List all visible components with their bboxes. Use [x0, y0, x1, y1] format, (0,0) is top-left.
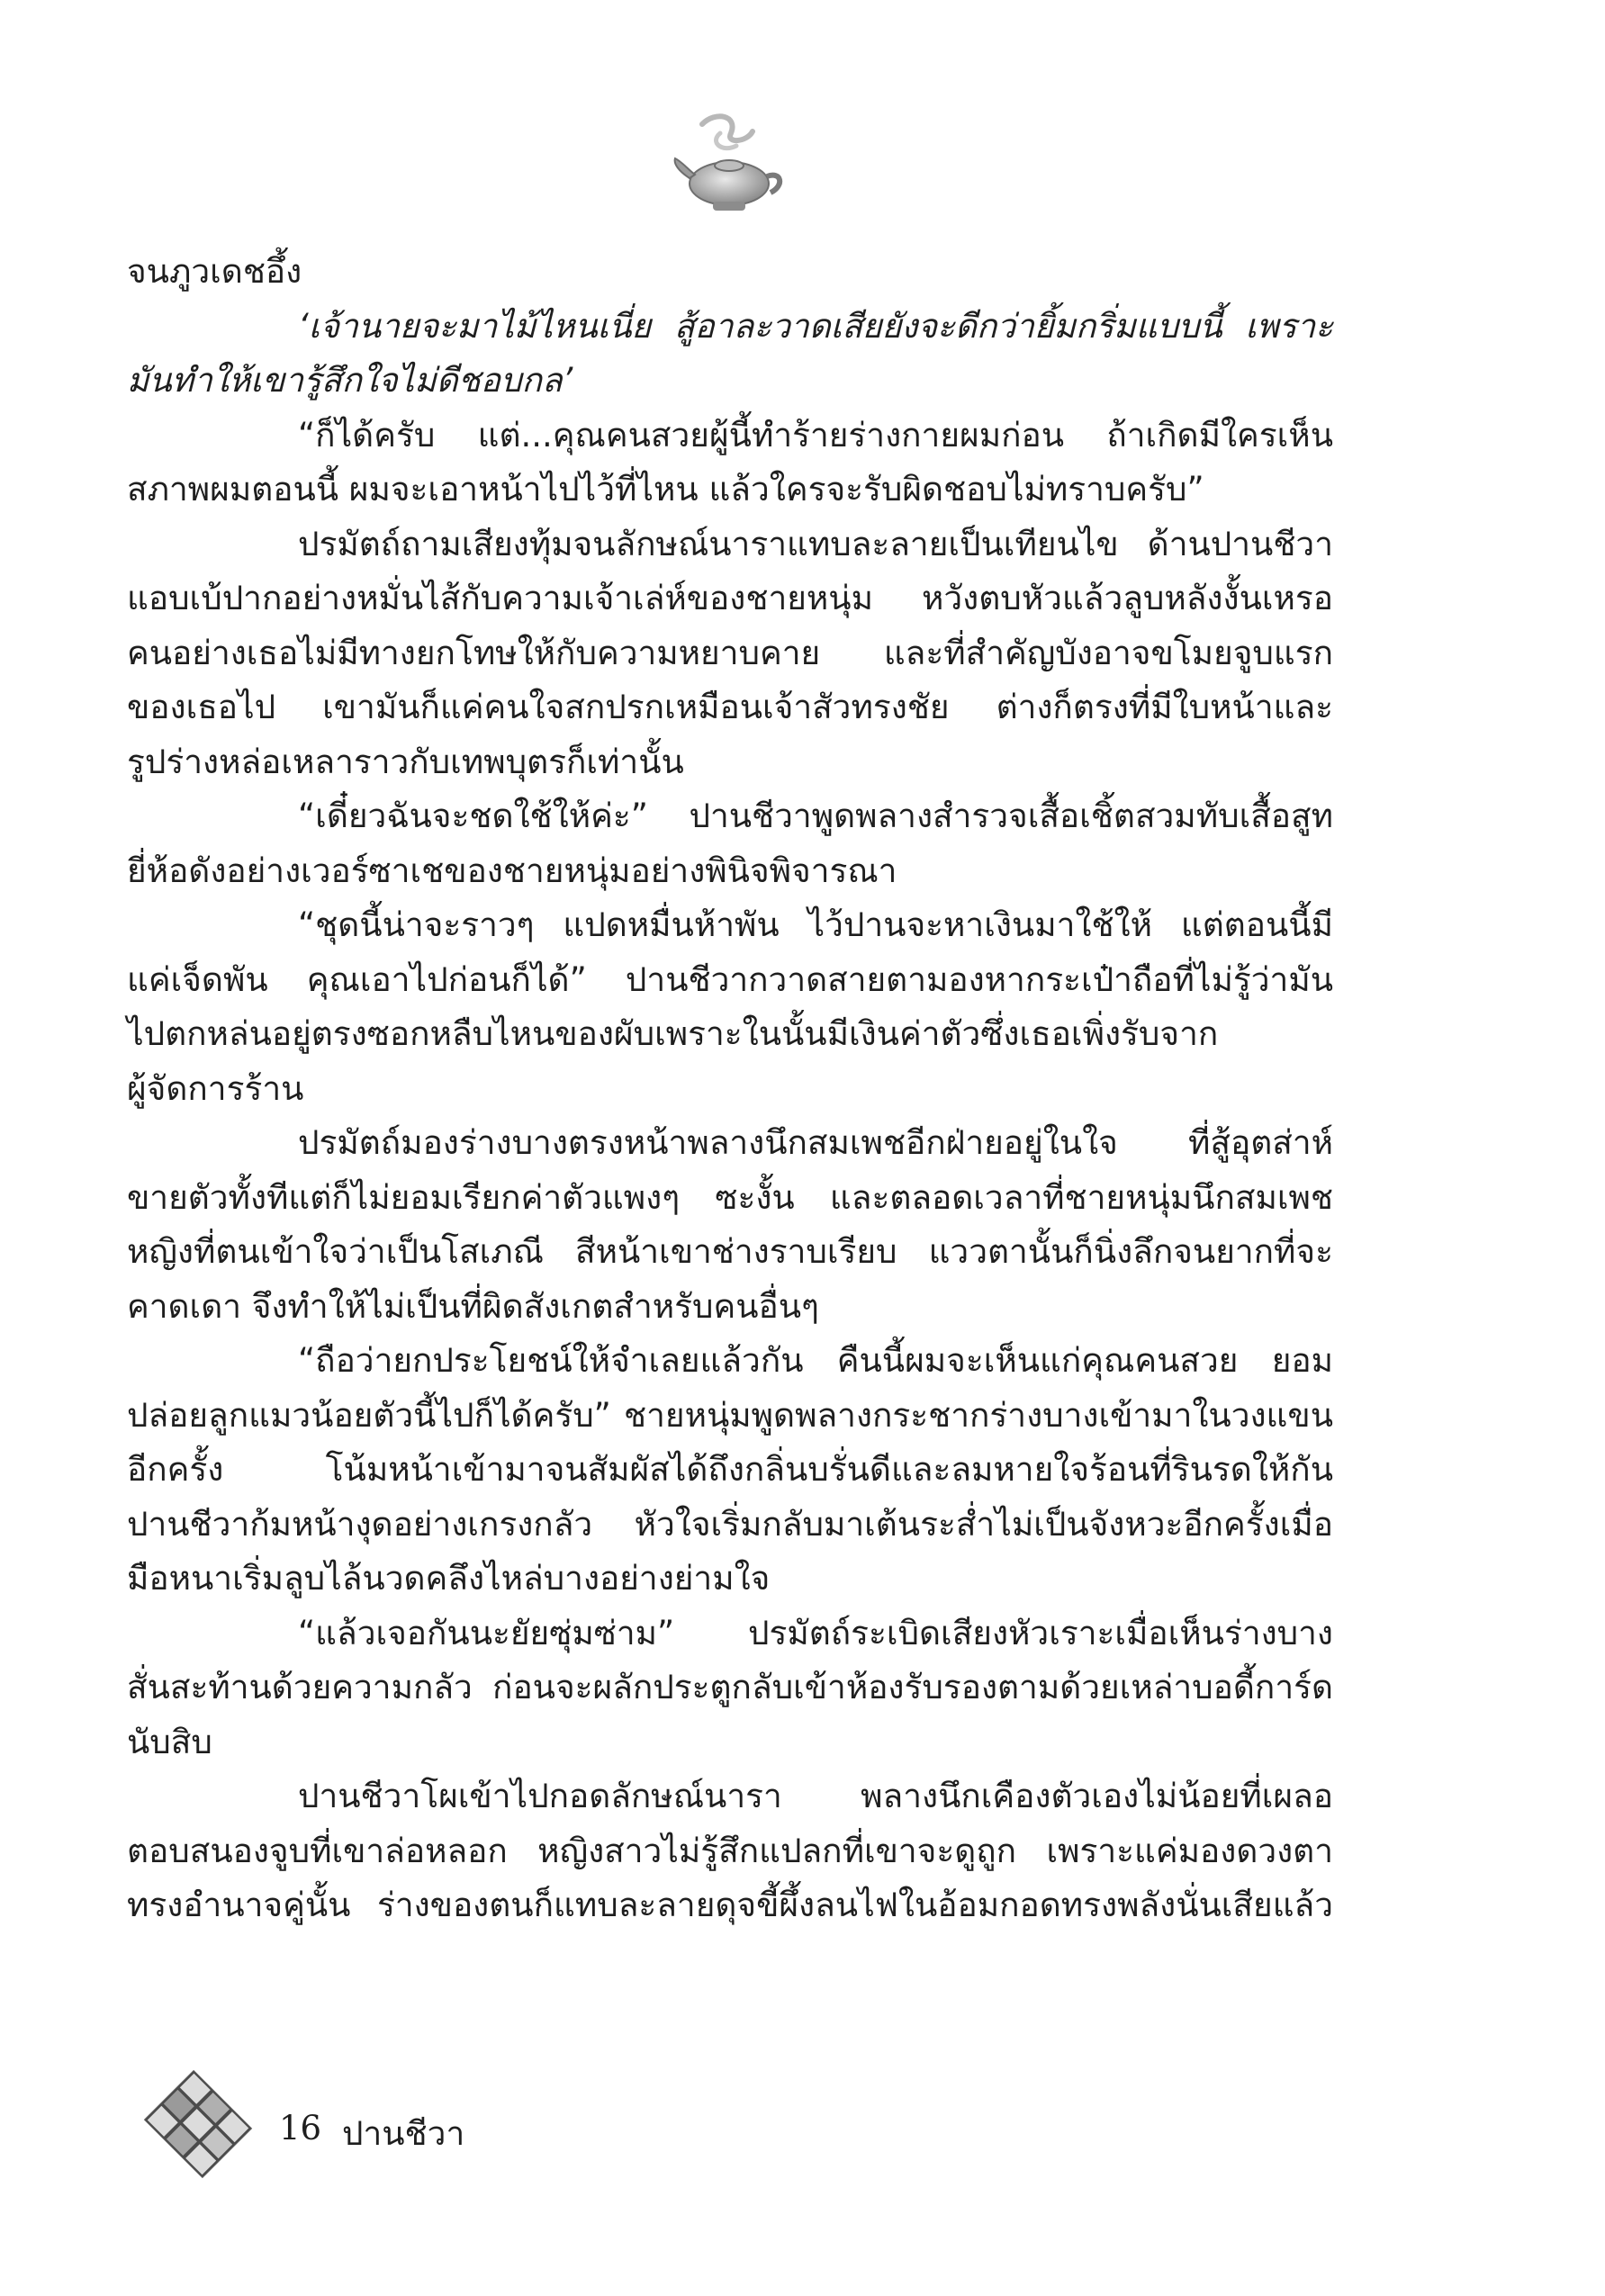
text-line: สั่นสะท้านด้วยความกลัว ก่อนจะผลักประตูกลับเข้าห้องรับรองตามด้วยเหล่าบอดี้การ์ด	[127, 1668, 1333, 1706]
text-line: “แล้วเจอกันนะยัยซุ่มซ่าม” ปรมัตถ์ระเบิดเสียงหัวเราะเมื่อเห็นร่างบาง	[298, 1613, 1333, 1652]
text-line: ของเธอไป เขามันก็แค่คนใจสกปรกเหมือนเจ้าสัวทรงชัย ต่างก็ตรงที่มีใบหน้าและ	[127, 688, 1333, 726]
text-line: “ถือว่ายกประโยชน์ให้จำเลยแล้วกัน คืนนี้ผมจะเห็นแก่คุณคนสวย ยอม	[298, 1341, 1333, 1380]
text-line: แอบเบ้ปากอย่างหมั่นไส้กับความเจ้าเล่ห์ของชายหนุ่ม หวังตบหัวแล้วลูบหลังงั้นเหรอ	[127, 579, 1333, 617]
text-line: มันทำให้เขารู้สึกใจไม่ดีชอบกล’	[127, 361, 573, 400]
teapot-steam-icon	[666, 106, 792, 223]
page-number: 16	[279, 2109, 322, 2147]
text-line: ปรมัตถ์มองร่างบางตรงหน้าพลางนึกสมเพชอีกฝ่ายอยู่ในใจ ที่สู้อุตส่าห์	[298, 1123, 1333, 1162]
text-line: แค่เจ็ดพัน คุณเอาไปก่อนก็ได้” ปานชีวากวาดสายตามองหากระเป๋าถือที่ไม่รู้ว่ามัน	[127, 959, 1333, 999]
text-line: ตอบสนองจูบที่เขาล่อหลอก หญิงสาวไม่รู้สึกแปลกที่เขาจะดูถูก เพราะแค่มองดวงตา	[127, 1831, 1333, 1870]
rubiks-cube-icon	[135, 2066, 261, 2183]
text-line: ปล่อยลูกแมวน้อยตัวนี้ไปก็ได้ครับ” ชายหนุ่มพูดพลางกระชากร่างบางเข้ามาในวงแขน	[127, 1395, 1333, 1435]
text-line: “ชุดนี้น่าจะราวๆ แปดหมื่นห้าพัน ไว้ปานจะหาเงินมาใช้ให้ แต่ตอนนี้มี	[298, 905, 1333, 944]
text-line: “ก็ได้ครับ แต่...คุณคนสวยผู้นี้ทำร้ายร่างกายผมก่อน ถ้าเกิดมีใครเห็น	[298, 415, 1333, 455]
text-line: คาดเดา จึงทำให้ไม่เป็นที่ผิดสังเกตสำหรับคนอื่นๆ	[127, 1286, 819, 1326]
text-line: ปานชีวาโผเข้าไปกอดลักษณ์นารา พลางนึกเคืองตัวเองไม่น้อยที่เผลอ	[298, 1777, 1333, 1815]
text-line: ไปตกหล่นอยู่ตรงซอกหลืบไหนของผับเพราะในนั้นมีเงินค่าตัวซึ่งเธอเพิ่งรับจาก	[127, 1014, 1219, 1053]
text-line: ขายตัวทั้งทีแต่ก็ไม่ยอมเรียกค่าตัวแพงๆ ซะงั้น และตลอดเวลาที่ชายหนุ่มนึกสมเพช	[127, 1177, 1333, 1217]
text-line: ‘เจ้านายจะมาไม้ไหนเนี่ย สู้อาละวาดเสียยังจะดีกว่ายิ้มกริ่มแบบนี้ เพราะ	[298, 306, 1333, 346]
text-line: ปานชีวาก้มหน้างุดอย่างเกรงกลัว หัวใจเริ่มกลับมาเต้นระส่ำไม่เป็นจังหวะอีกครั้งเมื่อ	[127, 1504, 1333, 1544]
text-line: หญิงที่ตนเข้าใจว่าเป็นโสเภณี สีหน้าเขาช่างราบเรียบ แววตานั้นก็นิ่งลึกจนยากที่จะ	[127, 1232, 1333, 1271]
text-line: “เดี๋ยวฉันจะชดใช้ให้ค่ะ” ปานชีวาพูดพลางสำรวจเสื้อเชิ้ตสวมทับเสื้อสูท	[298, 797, 1333, 835]
text-line: สภาพผมตอนนี้ ผมจะเอาหน้าไปไว้ที่ไหน แล้วใครจะรับผิดชอบไม่ทราบครับ”	[127, 470, 1204, 509]
text-line: ยี่ห้อดังอย่างเวอร์ซาเชของชายหนุ่มอย่างพินิจพิจารณา	[127, 851, 897, 890]
body-text	[127, 245, 1333, 1933]
text-line: อีกครั้ง โน้มหน้าเข้ามาจนสัมผัสได้ถึงกลิ่นบรั่นดีและลมหายใจร้อนที่รินรดให้กัน	[127, 1450, 1333, 1489]
page-footer	[135, 2066, 675, 2183]
text-line: ผู้จัดการร้าน	[127, 1068, 304, 1108]
text-line: มือหนาเริ่มลูบไล้นวดคลึงไหล่บางอย่างย่ามใจ	[127, 1559, 771, 1598]
text-line: รูปร่างหล่อเหลาราวกับเทพบุตรก็เท่านั้น	[127, 742, 684, 781]
text-line: จนภูวเดชอึ้ง	[127, 252, 302, 291]
text-line: ปรมัตถ์ถามเสียงทุ้มจนลักษณ์นาราแทบละลายเป็นเทียนไข ด้านปานชีวา	[298, 524, 1333, 563]
running-title: ปานชีวา	[342, 2114, 465, 2153]
text-line: ทรงอำนาจคู่นั้น ร่างของตนก็แทบละลายดุจขี้ผึ้งลนไฟในอ้อมกอดทรงพลังนั่นเสียแล้ว	[127, 1886, 1333, 1924]
text-line: นับสิบ	[127, 1722, 212, 1761]
text-line: คนอย่างเธอไม่มีทางยกโทษให้กับความหยาบคาย และที่สำคัญบังอาจขโมยจูบแรก	[127, 633, 1333, 672]
